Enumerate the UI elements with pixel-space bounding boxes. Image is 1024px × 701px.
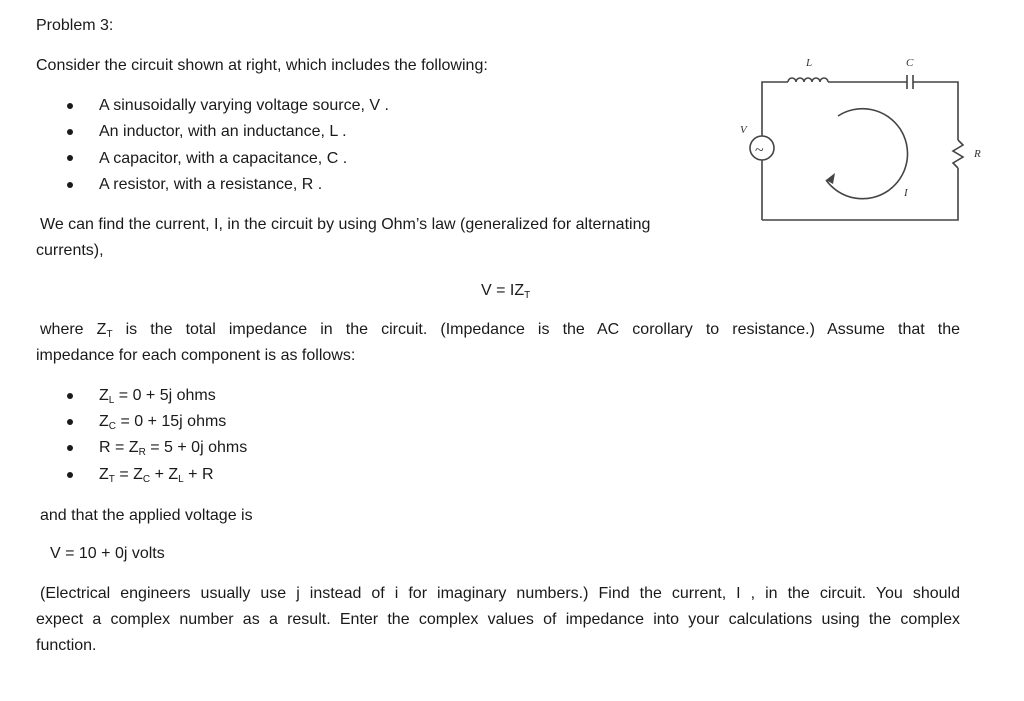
list-item: An inductor, with an inductance, L . — [99, 123, 347, 140]
ohms-law-text: We can find the current, I, in the circuit by using Ohm’s law (generalized for alternating — [40, 216, 651, 233]
circuit-wire — [762, 168, 958, 220]
impedance-item: $Z_C = 0 + 15j$ ohms — [99, 413, 227, 432]
impedance-item: $R = Z_R = 5 + 0j$ ohms — [99, 439, 248, 458]
resistor-zigzag — [953, 140, 963, 168]
intro-text: Consider the circuit shown at right, which includes the following: — [36, 57, 488, 74]
applied-voltage: V = 10 + 0j volts — [50, 545, 165, 562]
equation: $V = IZ_T$ — [481, 282, 531, 301]
label-R: R — [974, 148, 981, 160]
list-item: A resistor, with a resistance, R . — [99, 176, 323, 193]
final-text-1: (Electrical engineers usually use j instead of i for imaginary numbers.) Find the current, I , in the circuit. You should — [40, 585, 960, 602]
impedance-item: $Z_L = 0 + 5j$ ohms — [99, 387, 216, 406]
applied-voltage-intro: and that the applied voltage is — [40, 507, 253, 524]
current-arrow-arc — [826, 109, 908, 199]
where-text-cont: impedance for each component is as follows: — [36, 347, 356, 364]
impedance-item: $Z_T = Z_C + Z_L + R$ — [99, 466, 214, 485]
ac-wave-icon: ~ — [755, 142, 764, 159]
list-item: A capacitor, with a capacitance, C . — [99, 150, 348, 167]
where-text: where $Z_T$ is the total impedance in the circuit. (Impedance is the AC corollary to resistance.) Assume that the — [40, 321, 961, 340]
inductor-coil — [788, 78, 828, 82]
label-C: C — [906, 57, 914, 69]
circuit-wire — [913, 82, 958, 140]
problem-title: Problem 3: — [36, 17, 114, 34]
list-item: A sinusoidally varying voltage source, V . — [99, 97, 389, 114]
final-text-2: expect a complex number as a result. Enter the complex values of impedance into your calculations using the complex — [36, 611, 960, 628]
capacitor-plates — [907, 75, 913, 89]
label-V: V — [740, 124, 747, 136]
label-I: I — [904, 187, 908, 199]
label-L: L — [806, 57, 813, 69]
ohms-law-text-cont: currents), — [36, 242, 104, 259]
final-text-3: function. — [36, 637, 97, 654]
